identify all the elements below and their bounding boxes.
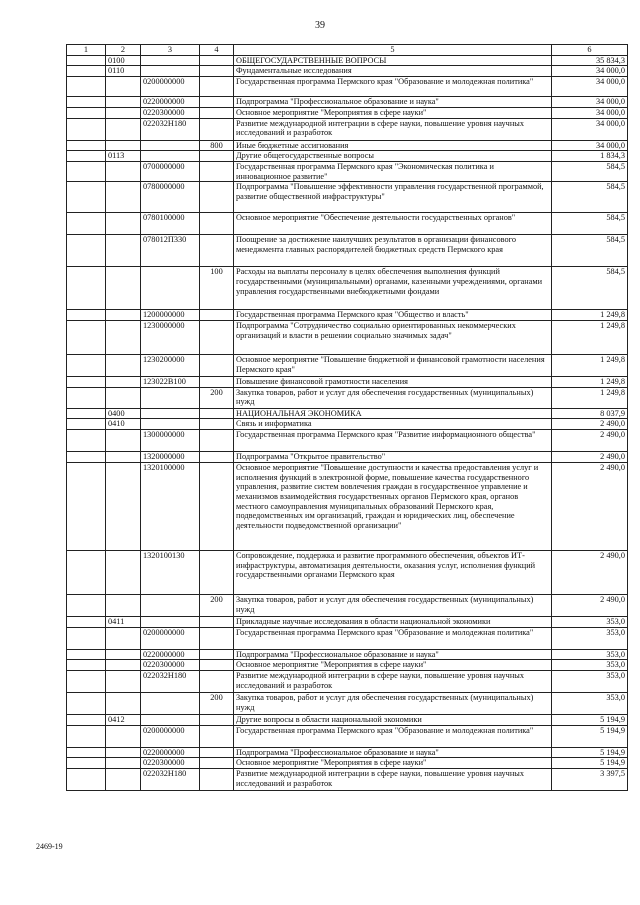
row-number-cell [67,747,106,758]
expense-type-cell [200,769,234,791]
amount-cell: 1 249,8 [552,377,628,388]
section-code-cell: 0110 [106,66,141,77]
amount-cell: 1 249,8 [552,355,628,377]
expense-type-cell [200,616,234,627]
table-row [67,161,628,181]
expense-type-cell: 100 [200,267,234,310]
target-article-cell: 0780100000 [141,213,200,235]
item-name-cell: Иные бюджетные ассигнования [234,140,552,151]
amount-cell: 353,0 [552,649,628,660]
row-number-cell [67,408,106,419]
row-number-cell [67,107,106,118]
item-name-cell: Государственная программа Пермского края "Развитие информационного общества" [234,430,552,452]
table-row [67,387,628,408]
expense-type-cell [200,182,234,213]
section-code-cell [106,550,141,594]
item-name-cell: Закупка товаров, работ и услуг для обеспечения государственных (муниципальных) нужд [234,387,552,408]
table-row [67,616,628,627]
target-article-cell [141,714,200,725]
row-number-cell [67,140,106,151]
expense-type-cell [200,161,234,181]
document-code: 2469-19 [36,842,63,851]
header-cell: 6 [552,45,628,56]
section-code-cell [106,118,141,140]
header-cell: 1 [67,45,106,56]
expense-type-cell [200,118,234,140]
section-code-cell [106,77,141,97]
expense-type-cell [200,725,234,747]
section-code-cell [106,310,141,321]
section-code-cell [106,97,141,108]
table-row [67,408,628,419]
table-row [67,118,628,140]
table-row [67,430,628,452]
item-name-cell: Прикладные научные исследования в области национальной экономики [234,616,552,627]
amount-cell: 34 000,0 [552,97,628,108]
table-row [67,758,628,769]
expense-type-cell [200,55,234,66]
expense-type-cell [200,627,234,649]
expense-type-cell [200,355,234,377]
table-row [67,310,628,321]
row-number-cell [67,77,106,97]
section-code-cell [106,235,141,267]
item-name-cell: Подпрограмма "Профессиональное образование и наука" [234,649,552,660]
section-code-cell [106,430,141,452]
section-code-cell: 0410 [106,419,141,430]
amount-cell: 353,0 [552,670,628,692]
amount-cell: 5 194,9 [552,714,628,725]
item-name-cell: Подпрограмма "Профессиональное образование и наука" [234,747,552,758]
item-name-cell: Подпрограмма "Сотрудничество социально ориентированных некоммерческих организаций и власти в решении социально значимых задач" [234,321,552,355]
target-article-cell: 0220000000 [141,747,200,758]
item-name-cell: Связь и информатика [234,419,552,430]
table-row [67,594,628,616]
amount-cell: 2 490,0 [552,550,628,594]
section-code-cell [106,692,141,714]
item-name-cell: Основное мероприятие "Мероприятия в сфере науки" [234,660,552,671]
expense-type-cell [200,377,234,388]
header-cell: 2 [106,45,141,56]
row-number-cell [67,387,106,408]
row-number-cell [67,649,106,660]
amount-cell: 5 194,9 [552,725,628,747]
target-article-cell: 1320100130 [141,550,200,594]
amount-cell: 353,0 [552,692,628,714]
expense-type-cell [200,213,234,235]
item-name-cell: ОБЩЕГОСУДАРСТВЕННЫЕ ВОПРОСЫ [234,55,552,66]
target-article-cell: 123022В100 [141,377,200,388]
section-code-cell [106,107,141,118]
row-number-cell [67,452,106,463]
table-row [67,355,628,377]
section-code-cell [106,452,141,463]
item-name-cell: Основное мероприятие "Обеспечение деятельности государственных органов" [234,213,552,235]
row-number-cell [67,235,106,267]
row-number-cell [67,151,106,162]
target-article-cell [141,419,200,430]
item-name-cell: Закупка товаров, работ и услуг для обеспечения государственных (муниципальных) нужд [234,594,552,616]
table-row [67,235,628,267]
table-row [67,66,628,77]
expense-type-cell [200,151,234,162]
section-code-cell [106,594,141,616]
section-code-cell [106,321,141,355]
expense-type-cell [200,97,234,108]
amount-cell: 2 490,0 [552,430,628,452]
item-name-cell: Подпрограмма "Повышение эффективности управления государственной программой, развитие общественной инфраструктуры" [234,182,552,213]
item-name-cell: Другие общегосударственные вопросы [234,151,552,162]
amount-cell: 353,0 [552,616,628,627]
expense-type-cell [200,758,234,769]
row-number-cell [67,97,106,108]
table-row [67,107,628,118]
table-row [67,419,628,430]
table-row [67,692,628,714]
section-code-cell [106,769,141,791]
expense-type-cell [200,550,234,594]
target-article-cell: 0200000000 [141,725,200,747]
item-name-cell: Основное мероприятие "Мероприятия в сфере науки" [234,758,552,769]
target-article-cell: 0220000000 [141,649,200,660]
row-number-cell [67,725,106,747]
row-number-cell [67,462,106,550]
expense-type-cell [200,66,234,77]
amount-cell: 584,5 [552,235,628,267]
row-number-cell [67,758,106,769]
row-number-cell [67,321,106,355]
target-article-cell: 022032Н180 [141,670,200,692]
section-code-cell [106,725,141,747]
row-number-cell [67,550,106,594]
target-article-cell: 1320000000 [141,452,200,463]
amount-cell: 584,5 [552,161,628,181]
target-article-cell: 078012П330 [141,235,200,267]
amount-cell: 34 000,0 [552,118,628,140]
section-code-cell: 0412 [106,714,141,725]
expense-type-cell [200,310,234,321]
expense-type-cell [200,77,234,97]
expense-type-cell [200,408,234,419]
row-number-cell [67,213,106,235]
section-code-cell [106,462,141,550]
table-row [67,377,628,388]
row-number-cell [67,66,106,77]
table-row [67,462,628,550]
table-row [67,321,628,355]
row-number-cell [67,692,106,714]
section-code-cell [106,267,141,310]
amount-cell: 3 397,5 [552,769,628,791]
table-row [67,97,628,108]
amount-cell: 1 249,8 [552,387,628,408]
amount-cell: 353,0 [552,660,628,671]
section-code-cell [106,213,141,235]
row-number-cell [67,714,106,725]
row-number-cell [67,419,106,430]
header-cell: 5 [234,45,552,56]
item-name-cell: Развитие международной интеграции в сфере науки, повышение уровня научных исследований и разработок [234,769,552,791]
row-number-cell [67,769,106,791]
expense-type-cell [200,430,234,452]
section-code-cell [106,140,141,151]
target-article-cell: 0220300000 [141,107,200,118]
item-name-cell: Повышение финансовой грамотности населения [234,377,552,388]
row-number-cell [67,660,106,671]
target-article-cell: 1200000000 [141,310,200,321]
item-name-cell: Другие вопросы в области национальной экономики [234,714,552,725]
amount-cell: 353,0 [552,627,628,649]
section-code-cell [106,649,141,660]
item-name-cell: Подпрограмма "Открытое правительство" [234,452,552,463]
item-name-cell: Развитие международной интеграции в сфере науки, повышение уровня научных исследований и разработок [234,118,552,140]
table-row [67,670,628,692]
table-row [67,660,628,671]
target-article-cell: 1230200000 [141,355,200,377]
amount-cell: 1 834,3 [552,151,628,162]
page-number: 39 [315,20,325,31]
expense-type-cell [200,462,234,550]
row-number-cell [67,182,106,213]
table-row [67,649,628,660]
expense-type-cell: 200 [200,594,234,616]
target-article-cell: 0220000000 [141,97,200,108]
table-row [67,627,628,649]
row-number-cell [67,377,106,388]
target-article-cell [141,692,200,714]
amount-cell: 2 490,0 [552,452,628,463]
section-code-cell [106,377,141,388]
expense-type-cell [200,419,234,430]
table-row [67,550,628,594]
target-article-cell: 022032Н180 [141,769,200,791]
item-name-cell: Сопровождение, поддержка и развитие программного обеспечения, объектов ИТ-инфраструктуры, автоматизация деятельности, оказания услуг, исполнения функций государственными органами Пермского края [234,550,552,594]
item-name-cell: НАЦИОНАЛЬНАЯ ЭКОНОМИКА [234,408,552,419]
amount-cell: 35 834,3 [552,55,628,66]
section-code-cell [106,182,141,213]
row-number-cell [67,594,106,616]
target-article-cell: 0200000000 [141,77,200,97]
section-code-cell: 0100 [106,55,141,66]
row-number-cell [67,355,106,377]
section-code-cell [106,747,141,758]
expense-type-cell [200,670,234,692]
section-code-cell [106,758,141,769]
target-article-cell [141,55,200,66]
row-number-cell [67,161,106,181]
table-row [67,747,628,758]
row-number-cell [67,310,106,321]
table-row [67,714,628,725]
target-article-cell: 1320100000 [141,462,200,550]
expense-type-cell [200,649,234,660]
target-article-cell [141,151,200,162]
target-article-cell: 0700000000 [141,161,200,181]
item-name-cell: Государственная программа Пермского края "Экономическая политика и инновационное развитие" [234,161,552,181]
table-row [67,55,628,66]
amount-cell: 584,5 [552,213,628,235]
amount-cell: 2 490,0 [552,462,628,550]
amount-cell: 5 194,9 [552,747,628,758]
expense-type-cell [200,660,234,671]
amount-cell: 34 000,0 [552,66,628,77]
amount-cell: 2 490,0 [552,594,628,616]
amount-cell: 1 249,8 [552,321,628,355]
expense-type-cell [200,107,234,118]
table-row [67,140,628,151]
target-article-cell [141,616,200,627]
target-article-cell [141,408,200,419]
item-name-cell: Основное мероприятие "Повышение бюджетной и финансовой грамотности населения Пермского края" [234,355,552,377]
header-cell: 4 [200,45,234,56]
section-code-cell [106,670,141,692]
budget-table [66,44,628,791]
expense-type-cell [200,235,234,267]
target-article-cell: 0220300000 [141,660,200,671]
row-number-cell [67,55,106,66]
target-article-cell: 1300000000 [141,430,200,452]
section-code-cell [106,660,141,671]
table-row [67,182,628,213]
amount-cell: 2 490,0 [552,419,628,430]
table-row [67,725,628,747]
expense-type-cell: 200 [200,387,234,408]
amount-cell: 5 194,9 [552,758,628,769]
amount-cell: 584,5 [552,182,628,213]
amount-cell: 34 000,0 [552,77,628,97]
target-article-cell: 022032Н180 [141,118,200,140]
amount-cell: 584,5 [552,267,628,310]
target-article-cell [141,594,200,616]
target-article-cell: 1230000000 [141,321,200,355]
target-article-cell [141,66,200,77]
table-row [67,213,628,235]
table-row [67,77,628,97]
item-name-cell: Развитие международной интеграции в сфере науки, повышение уровня научных исследований и разработок [234,670,552,692]
table-header-row [67,45,628,56]
section-code-cell: 0411 [106,616,141,627]
section-code-cell [106,161,141,181]
section-code-cell: 0113 [106,151,141,162]
expense-type-cell: 800 [200,140,234,151]
item-name-cell: Основное мероприятие "Повышение доступности и качества предоставления услуг и исполнения функций в электронной форме, повышение качества государственного управления, развитие систем вовлечения граждан в государственное управление и механизмов взаимодействия государственных органов Пермского края, органов местного самоуправления муниципальных образований Пермского края, подведомственных им организаций, граждан и юридических лиц, обеспечение деятельности подведомственной организации" [234,462,552,550]
amount-cell: 1 249,8 [552,310,628,321]
section-code-cell: 0400 [106,408,141,419]
item-name-cell: Государственная программа Пермского края "Образование и молодежная политика" [234,77,552,97]
section-code-cell [106,387,141,408]
amount-cell: 34 000,0 [552,107,628,118]
table-row [67,151,628,162]
expense-type-cell [200,321,234,355]
item-name-cell: Расходы на выплаты персоналу в целях обеспечения выполнения функций государственными (муниципальными) органами, казенными учреждениями, органами управления государственными внебюджетными фондами [234,267,552,310]
expense-type-cell [200,747,234,758]
row-number-cell [67,267,106,310]
target-article-cell [141,140,200,151]
item-name-cell: Фундаментальные исследования [234,66,552,77]
row-number-cell [67,627,106,649]
section-code-cell [106,355,141,377]
expense-type-cell: 200 [200,692,234,714]
target-article-cell [141,387,200,408]
amount-cell: 34 000,0 [552,140,628,151]
item-name-cell: Закупка товаров, работ и услуг для обеспечения государственных (муниципальных) нужд [234,692,552,714]
table-row [67,267,628,310]
header-cell: 3 [141,45,200,56]
table-row [67,452,628,463]
target-article-cell [141,267,200,310]
table-row [67,769,628,791]
item-name-cell: Основное мероприятие "Мероприятия в сфере науки" [234,107,552,118]
row-number-cell [67,616,106,627]
target-article-cell: 0220300000 [141,758,200,769]
row-number-cell [67,118,106,140]
item-name-cell: Поощрение за достижение наилучших результатов в организации финансового менеджмента главных распорядителей бюджетных средств Пермского края [234,235,552,267]
item-name-cell: Государственная программа Пермского края "Образование и молодежная политика" [234,725,552,747]
item-name-cell: Государственная программа Пермского края "Общество и власть" [234,310,552,321]
item-name-cell: Государственная программа Пермского края "Образование и молодежная политика" [234,627,552,649]
target-article-cell: 0200000000 [141,627,200,649]
target-article-cell: 0780000000 [141,182,200,213]
row-number-cell [67,430,106,452]
amount-cell: 8 037,9 [552,408,628,419]
section-code-cell [106,627,141,649]
expense-type-cell [200,714,234,725]
expense-type-cell [200,452,234,463]
row-number-cell [67,670,106,692]
item-name-cell: Подпрограмма "Профессиональное образование и наука" [234,97,552,108]
